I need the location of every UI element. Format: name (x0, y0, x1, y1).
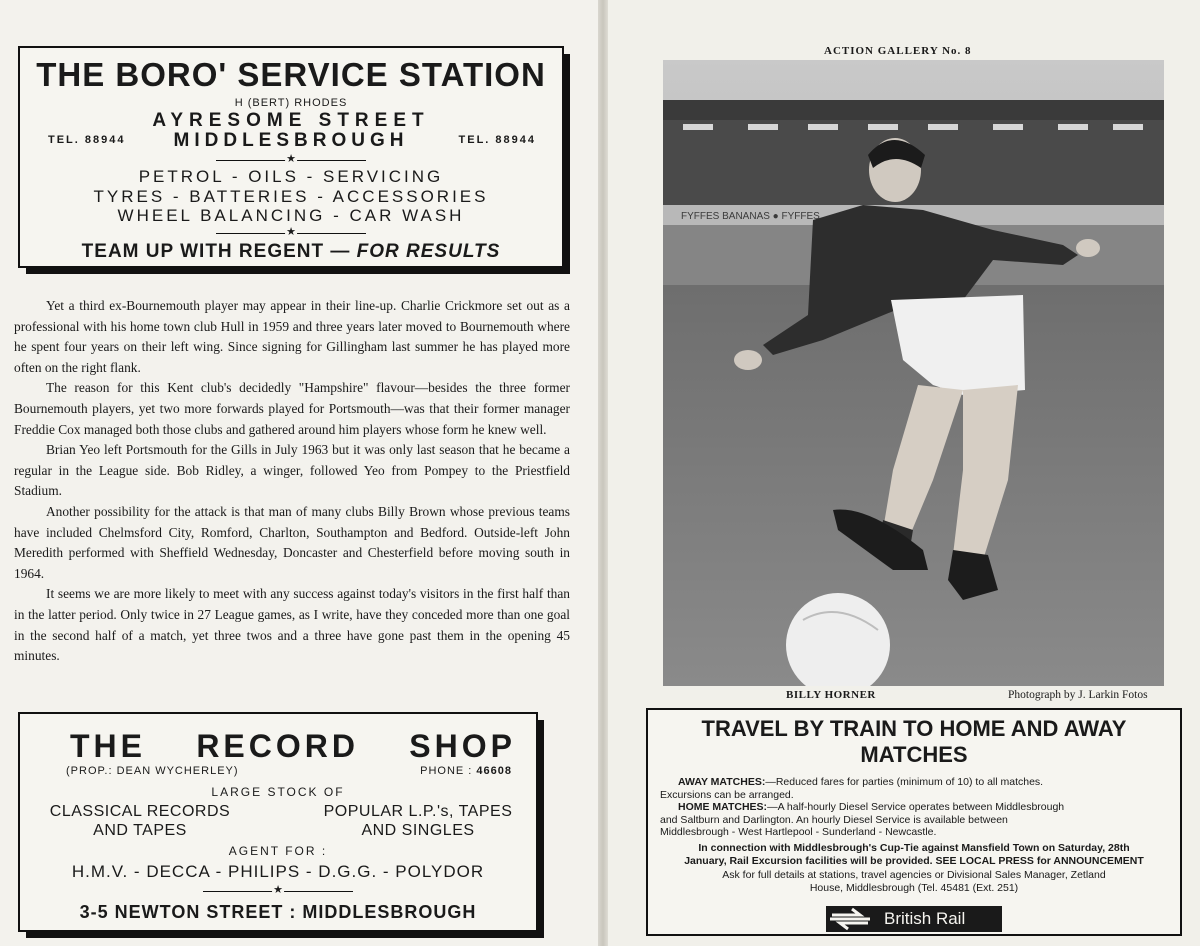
page-gutter (598, 0, 608, 946)
star-icon: ★ (286, 153, 296, 165)
photo-caption-name: BILLY HORNER (786, 689, 876, 701)
away-text-2: Excursions can be arranged. (660, 788, 794, 801)
phone-number: 46608 (476, 765, 512, 777)
phone-label: PHONE : (420, 765, 477, 777)
ad-phone (420, 765, 512, 777)
player-photo (663, 60, 1164, 686)
ad-tel-left: TEL. 88944 (48, 134, 126, 146)
cup-tie-line-2: January, Rail Excursion facilities will be provided. SEE LOCAL PRESS for ANNOUNCEMENT (684, 854, 1144, 867)
article-paragraph: Yet a third ex-Bournemouth player may appear in their line-up. Charlie Crickmore set out as a professional with his home town club Hull in 1959 and three years later moved to Bournemouth where he spent four years on their left wing. Since signing for Gillingham last summer he has played more often on the right flank. (14, 298, 570, 375)
ad-tel-right: TEL. 88944 (458, 134, 536, 146)
home-text-3: Middlesbrough - West Hartlepool - Sunderland - Newcastle. (660, 826, 937, 839)
stand-sign: FYFFES BANANAS ● FYFFES (681, 211, 820, 222)
ad-proprietor: H (BERT) RHODES (234, 97, 348, 109)
title-word: THE (70, 728, 146, 764)
ad-services-2: TYRES - BATTERIES - ACCESSORIES (93, 187, 489, 206)
star-rule (203, 886, 353, 896)
ad-town: MIDDLESBROUGH (173, 130, 409, 151)
player-photo-image (663, 60, 1164, 686)
ad-popular: POPULAR L.P.'s, TAPES AND SINGLES (323, 803, 513, 839)
ask-line-1: Ask for full details at stations, travel agencies or Divisional Sales Manager, Zetland (722, 869, 1106, 882)
ad-headline: TRAVEL BY TRAIN TO HOME AND AWAY MATCHES (701, 716, 1127, 767)
slogan-main: TEAM UP WITH REGENT — (81, 241, 357, 262)
title-word: SHOP (409, 728, 516, 764)
ad-large-stock: LARGE STOCK OF (211, 785, 345, 799)
cup-tie-line-1: In connection with Middlesbrough's Cup-Tie against Mansfield Town on Saturday, 28th (698, 841, 1130, 854)
title-word: RECORD (196, 728, 359, 764)
ad-address: 3-5 NEWTON STREET : MIDDLESBROUGH (79, 902, 477, 922)
star-icon: ★ (273, 884, 283, 896)
boro-service-station-ad (18, 46, 564, 268)
ask-line-2: House, Middlesbrough (Tel. 45481 (Ext. 251) (809, 881, 1019, 894)
ad-services-3: WHEEL BALANCING - CAR WASH (117, 206, 465, 225)
double-arrow-icon (826, 906, 874, 932)
gallery-title: ACTION GALLERY No. 8 (824, 45, 972, 57)
ad-body (660, 776, 1168, 894)
article-text (14, 296, 570, 667)
ad-street: AYRESOME STREET (152, 110, 430, 131)
photo-credit: Photograph by J. Larkin Fotos (1008, 689, 1148, 701)
away-text: —Reduced fares for parties (minimum of 10) to all matches. (765, 776, 1044, 788)
slogan-italic: FOR RESULTS (356, 241, 501, 262)
british-rail-wordmark: British Rail (884, 909, 966, 928)
british-rail-ad (646, 708, 1182, 936)
article-paragraph: It seems we are more likely to meet with any success against today's visitors in the first half than in the latter period. Only twice in 27 League games, as I write, have they conceded more than one goal in the second half of a match, yet three twos and a three have gone past them in the opening 45 minutes. (14, 586, 570, 664)
ad-brands: H.M.V. - DECCA - PHILIPS - D.G.G. - POLYDOR (71, 862, 485, 881)
article-paragraph: The reason for this Kent club's decidedly "Hampshire" flavour—besides the three former Bournemouth players, yet two more forwards played for Portsmouth—was that their former manager Freddie Cox managed both those clubs and gathered around him players whose form he knew well. (14, 380, 570, 437)
star-rule (216, 155, 366, 165)
home-label: HOME MATCHES: (678, 801, 768, 814)
ad-title: THE BORO' SERVICE STATION (36, 56, 546, 93)
record-shop-ad (18, 712, 538, 932)
article-paragraph: Brian Yeo left Portsmouth for the Gills in July 1963 but it was only last season that he became a regular in the League side. Bob Ridley, a winger, followed Yeo from Pompey to the Priestfield Stadium. (14, 442, 570, 499)
home-text: —A half-hourly Diesel Service operates between Middlesbrough (767, 801, 1065, 814)
article-paragraph: Another possibility for the attack is that man of many clubs Billy Brown whose previous teams have included Chelmsford City, Romford, Charlton, Southampton and Bedford. Outside-left John Meredith performed with Sheffield Wednesday, Doncaster and Chesterfield before moving south in 1964. (14, 503, 570, 581)
away-label: AWAY MATCHES: (678, 776, 766, 788)
ad-classical: CLASSICAL RECORDS AND TAPES (49, 803, 231, 839)
star-icon: ★ (286, 226, 296, 238)
ad-services-1: PETROL - OILS - SERVICING (138, 167, 444, 186)
star-rule (216, 228, 366, 238)
ad-title (70, 728, 516, 765)
british-rail-logo (826, 906, 1002, 932)
home-text-2: and Saltburn and Darlington. An hourly Diesel Service is available between (660, 813, 1008, 826)
ad-agent-for: AGENT FOR : (228, 844, 328, 858)
ad-proprietor: (PROP.: DEAN WYCHERLEY) (66, 765, 239, 777)
ad-slogan (20, 241, 562, 263)
